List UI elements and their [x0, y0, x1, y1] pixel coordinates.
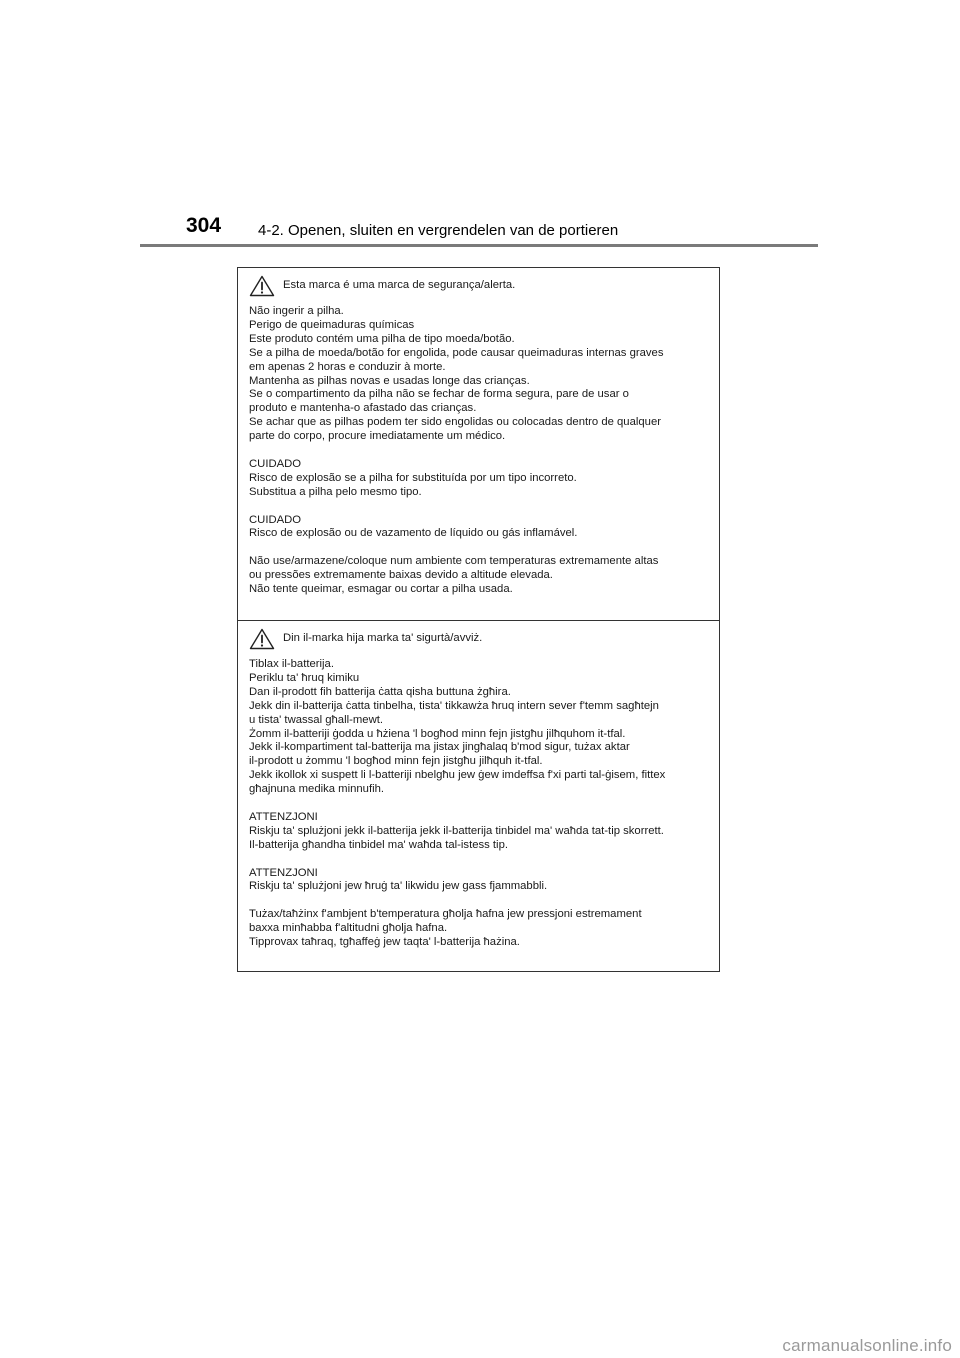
text-line: Jekk ikollok xi suspett li l-batteriji nbelgħu jew ġew imdeffsa f'xi parti tal-ġisem, fittex	[249, 769, 666, 782]
text-line: baxxa minħabba f'altitudni għolja ħafna.	[249, 922, 448, 935]
notice-portuguese	[238, 268, 719, 620]
notice-paragraph	[249, 305, 713, 444]
text-line: il-prodott u żommu 'l bogħod minn fejn jistgħu jilħquh it-tfal.	[249, 755, 543, 768]
battery-notice-box	[237, 267, 720, 972]
notice-body	[249, 305, 713, 597]
notice-maltese	[238, 620, 719, 971]
text-line: Risco de explosão ou de vazamento de líquido ou gás inflamável.	[249, 527, 578, 540]
notice-paragraph	[249, 811, 713, 853]
notice-paragraph	[249, 555, 713, 597]
notice-header	[249, 628, 713, 650]
text-line: ou pressões extremamente baixas devido a altitude elevada.	[249, 569, 553, 582]
text-line: Este produto contém uma pilha de tipo moeda/botão.	[249, 332, 515, 345]
text-line: em apenas 2 horas e conduzir à morte.	[249, 360, 446, 373]
notice-title: Esta marca é uma marca de segurança/alerta.	[283, 279, 516, 292]
page-number: 304	[186, 214, 222, 237]
notice-body	[249, 658, 713, 950]
text-line: Tiblax il-batterija.	[249, 658, 334, 670]
text-line: u tista' twassal għall-mewt.	[249, 713, 384, 726]
warning-triangle-icon	[249, 628, 275, 650]
notice-paragraph	[249, 458, 713, 500]
text-line: Substitua a pilha pelo mesmo tipo.	[249, 485, 422, 498]
text-line: Riskju ta' splużjoni jew ħruġ ta' likwidu jew gass fjammabbli.	[249, 880, 548, 893]
text-line: Se o compartimento da pilha não se fechar de forma segura, pare de usar o	[249, 388, 629, 401]
text-line: ATTENZJONI	[249, 810, 318, 823]
section-title: 4-2. Openen, sluiten en vergrendelen van de portieren	[258, 222, 619, 239]
text-line: Jekk il-kompartiment tal-batterija ma jistax jingħalaq b'mod sigur, tużax aktar	[249, 741, 630, 754]
text-line: Riskju ta' splużjoni jekk il-batterija jekk il-batterija tinbidel ma' waħda tat-tip skorrett.	[249, 824, 664, 837]
notice-title: Din il-marka hija marka ta' sigurtà/avviż.	[283, 632, 483, 645]
text-line: Il-batterija għandha tinbidel ma' waħda tal-istess tip.	[249, 838, 508, 851]
text-line: Risco de explosão se a pilha for substituída por um tipo incorreto.	[249, 471, 577, 484]
warning-triangle-icon	[249, 275, 275, 297]
text-line: CUIDADO	[249, 513, 302, 526]
notice-paragraph	[249, 658, 713, 797]
text-line: Periklu ta' ħruq kimiku	[249, 671, 360, 684]
text-line: Żomm il-batteriji ġodda u ħżiena 'l bogħod minn fejn jistgħu jilħquhom it-tfal.	[249, 727, 626, 740]
text-line: Mantenha as pilhas novas e usadas longe das crianças.	[249, 374, 530, 387]
watermark: carmanualsonline.info	[782, 1336, 952, 1355]
text-line: Se achar que as pilhas podem ter sido engolidas ou colocadas dentro de qualquer	[249, 416, 661, 429]
text-line: Tużax/taħżinx f'ambjent b'temperatura għolja ħafna jew pressjoni estremament	[249, 908, 642, 921]
text-line: Não use/armazene/coloque num ambiente com temperaturas extremamente altas	[249, 555, 659, 568]
text-line: parte do corpo, procure imediatamente um médico.	[249, 430, 506, 443]
notice-paragraph	[249, 867, 713, 895]
text-line: Tipprovax taħraq, tgħaffeġ jew taqta' l-batterija ħażina.	[249, 936, 520, 949]
text-line: Dan il-prodott fih batterija ċatta qisha buttuna żgħira.	[249, 685, 511, 698]
notice-paragraph	[249, 908, 713, 950]
text-line: ATTENZJONI	[249, 866, 318, 879]
text-line: Perigo de queimaduras químicas	[249, 318, 415, 331]
text-line: Jekk din il-batterija ċatta tinbelha, tista' tikkawża ħruq intern sever f'temm sagħtejn	[249, 699, 659, 712]
text-line: CUIDADO	[249, 457, 302, 470]
notice-header	[249, 275, 713, 297]
text-line: Se a pilha de moeda/botão for engolida, pode causar queimaduras internas graves	[249, 346, 664, 359]
text-line: Não ingerir a pilha.	[249, 305, 344, 317]
text-line: għajnuna medika minnufih.	[249, 783, 385, 796]
text-line: produto e mantenha-o afastado das crianças.	[249, 402, 477, 415]
text-line: Não tente queimar, esmagar ou cortar a pilha usada.	[249, 583, 513, 596]
header-rule	[140, 244, 818, 247]
notice-paragraph	[249, 514, 713, 542]
